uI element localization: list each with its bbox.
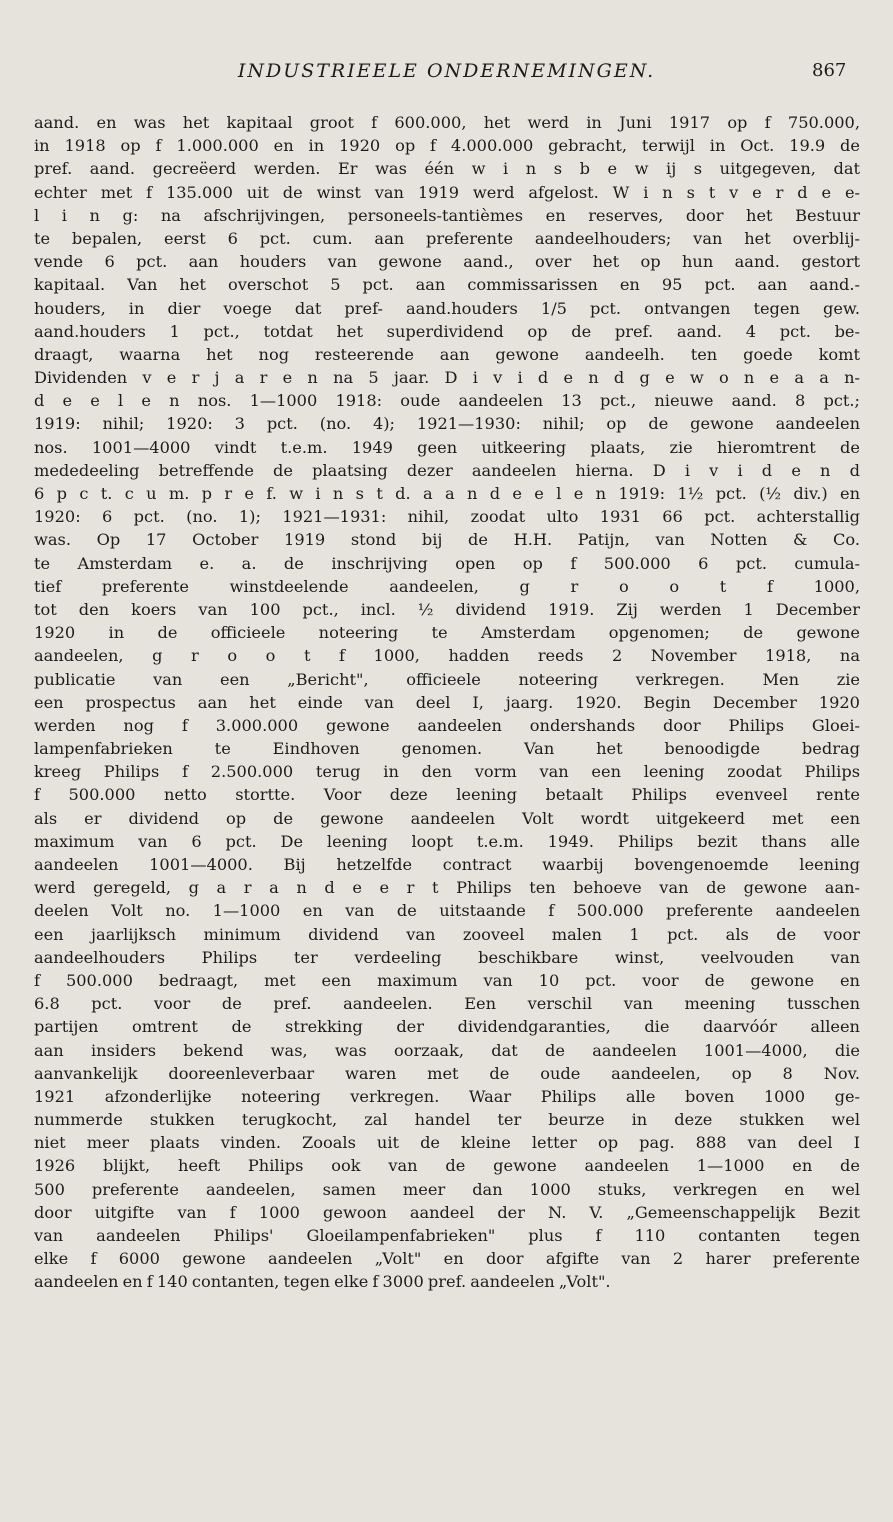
text-line: aan insiders bekend was, was oorzaak, dat de aandeelen 1001—4000, die xyxy=(34,1040,860,1060)
text-line: f 500.000 bedraagt, met een maximum van 10 pct. voor de gewone en xyxy=(34,970,860,990)
text-line: aand. en was het kapitaal groot f 600.000, het werd in Juni 1917 op f 750.000, xyxy=(34,113,860,132)
text-line: te bepalen, eerst 6 pct. cum. aan preferente aandeelhouders; van het overblij- xyxy=(34,228,860,248)
text-line: aanvankelijk dooreenleverbaar waren met de oude aandeelen, op 8 Nov. xyxy=(34,1063,860,1083)
text-line: elke f 6000 gewone aandeelen „Volt" en door afgifte van 2 harer preferente xyxy=(34,1249,860,1269)
text-line: houders, in dier voege dat pref- aand.houders 1/5 pct. ontvangen tegen gew. xyxy=(34,298,860,318)
text-line: vende 6 pct. aan houders van gewone aand., over het op hun aand. gestort xyxy=(34,252,860,272)
text-line: mededeeling betreffende de plaatsing dezer aandeelen hierna. D i v i d e n d xyxy=(34,460,860,480)
text-line: kreeg Philips f 2.500.000 terug in den vorm van een leening zoodat Philips xyxy=(34,762,860,782)
text-line: werden nog f 3.000.000 gewone aandeelen ondershands door Philips Gloei- xyxy=(34,715,860,735)
text-line: Dividenden v e r j a r e n na 5 jaar. D i v i d e n d g e w o n e a a n- xyxy=(34,368,860,388)
text-line: niet meer plaats vinden. Zooals uit de kleine letter op pag. 888 van deel I xyxy=(34,1133,860,1153)
text-line: als er dividend op de gewone aandeelen Volt wordt uitgekeerd met een xyxy=(34,808,860,828)
text-line: f 500.000 netto stortte. Voor deze leening betaalt Philips evenveel rente xyxy=(34,785,860,805)
text-line: 500 preferente aandeelen, samen meer dan 1000 stuks, verkregen en wel xyxy=(34,1179,860,1199)
text-line: kapitaal. Van het overschot 5 pct. aan commissarissen en 95 pct. aan aand.- xyxy=(34,275,860,295)
text-line: nummerde stukken terugkocht, zal handel ter beurze in deze stukken wel xyxy=(34,1110,860,1130)
text-line: een prospectus aan het einde van deel I, jaarg. 1920. Begin December 1920 xyxy=(34,692,860,712)
page-number: 867 xyxy=(812,60,847,81)
text-line: in 1918 op f 1.000.000 en in 1920 op f 4.000.000 gebracht, terwijl in Oct. 19.9 de xyxy=(34,136,860,156)
text-line: 1920 in de officieele noteering te Amsterdam opgenomen; de gewone xyxy=(34,623,860,643)
text-line: 1919: nihil; 1920: 3 pct. (no. 4); 1921—1930: nihil; op de gewone aandeelen xyxy=(34,414,860,434)
text-line: was. Op 17 October 1919 stond bij de H.H. Patijn, van Notten & Co. xyxy=(34,530,860,550)
text-line: 1921 afzonderlijke noteering verkregen. Waar Philips alle boven 1000 ge- xyxy=(34,1086,860,1106)
text-line: publicatie van een „Bericht", officieele noteering verkregen. Men zie xyxy=(34,669,860,689)
text-line: aandeelen en f 140 contanten, tegen elke f 3000 pref. aandeelen „Volt". xyxy=(34,1272,611,1292)
text-line: 6 p c t. c u m. p r e f. w i n s t d. a a n d e e l e n 1919: 1½ pct. (½ div.) en xyxy=(34,484,860,503)
text-line: werd geregeld, g a r a n d e e r t Philips ten behoeve van de gewone aan- xyxy=(34,878,860,898)
text-line: aand.houders 1 pct., totdat het superdividend op de pref. aand. 4 pct. be- xyxy=(34,321,860,341)
text-line: echter met f 135.000 uit de winst van 1919 werd afgelost. W i n s t v e r d e e- xyxy=(34,182,860,202)
text-line: van aandeelen Philips' Gloeilampenfabrieken" plus f 110 contanten tegen xyxy=(34,1226,860,1245)
text-line: tief preferente winstdeelende aandeelen, g r o o t f 1000, xyxy=(34,576,860,596)
body-text xyxy=(34,111,860,1294)
text-line: te Amsterdam e. a. de inschrijving open op f 500.000 6 pct. cumula- xyxy=(34,553,860,573)
text-line: deelen Volt no. 1—1000 en van de uitstaande f 500.000 preferente aandeelen xyxy=(34,901,860,921)
text-line: pref. aand. gecreëerd werden. Er was één w i n s b e w ij s uitgegeven, dat xyxy=(34,159,860,179)
running-title: INDUSTRIEELE ONDERNEMINGEN. xyxy=(237,60,656,82)
text-line: maximum van 6 pct. De leening loopt t.e.m. 1949. Philips bezit thans alle xyxy=(34,831,860,851)
text-line: tot den koers van 100 pct., incl. ½ dividend 1919. Zij werden 1 December xyxy=(34,599,860,619)
text-line: lampenfabrieken te Eindhoven genomen. Van het benoodigde bedrag xyxy=(34,739,860,759)
text-line: draagt, waarna het nog resteerende aan gewone aandeelh. ten goede komt xyxy=(34,344,860,364)
text-line: aandeelhouders Philips ter verdeeling beschikbare winst, veelvouden van xyxy=(34,947,860,967)
text-line: d e e l e n nos. 1—1000 1918: oude aandeelen 13 pct., nieuwe aand. 8 pct.; xyxy=(34,391,860,411)
text-line: nos. 1001—4000 vindt t.e.m. 1949 geen uitkeering plaats, zie hieromtrent de xyxy=(34,437,860,457)
text-line: 1926 blijkt, heeft Philips ook van de gewone aandeelen 1—1000 en de xyxy=(34,1156,860,1176)
text-line: aandeelen, g r o o t f 1000, hadden reeds 2 November 1918, na xyxy=(34,646,860,666)
text-line: l i n g: na afschrijvingen, personeels-tantièmes en reserves, door het Bestuur xyxy=(34,205,860,225)
text-line: een jaarlijksch minimum dividend van zooveel malen 1 pct. als de voor xyxy=(34,924,860,944)
text-line: 6.8 pct. voor de pref. aandeelen. Een verschil van meening tusschen xyxy=(34,994,860,1014)
text-line: 1920: 6 pct. (no. 1); 1921—1931: nihil, zoodat ulto 1931 66 pct. achterstallig xyxy=(34,507,860,527)
text-line: partijen omtrent de strekking der dividendgaranties, die daarvóór alleen xyxy=(34,1017,860,1037)
text-line: door uitgifte van f 1000 gewoon aandeel der N. V. „Gemeenschappelijk Bezit xyxy=(34,1202,860,1222)
text-line: aandeelen 1001—4000. Bij hetzelfde contract waarbij bovengenoemde leening xyxy=(34,855,860,874)
